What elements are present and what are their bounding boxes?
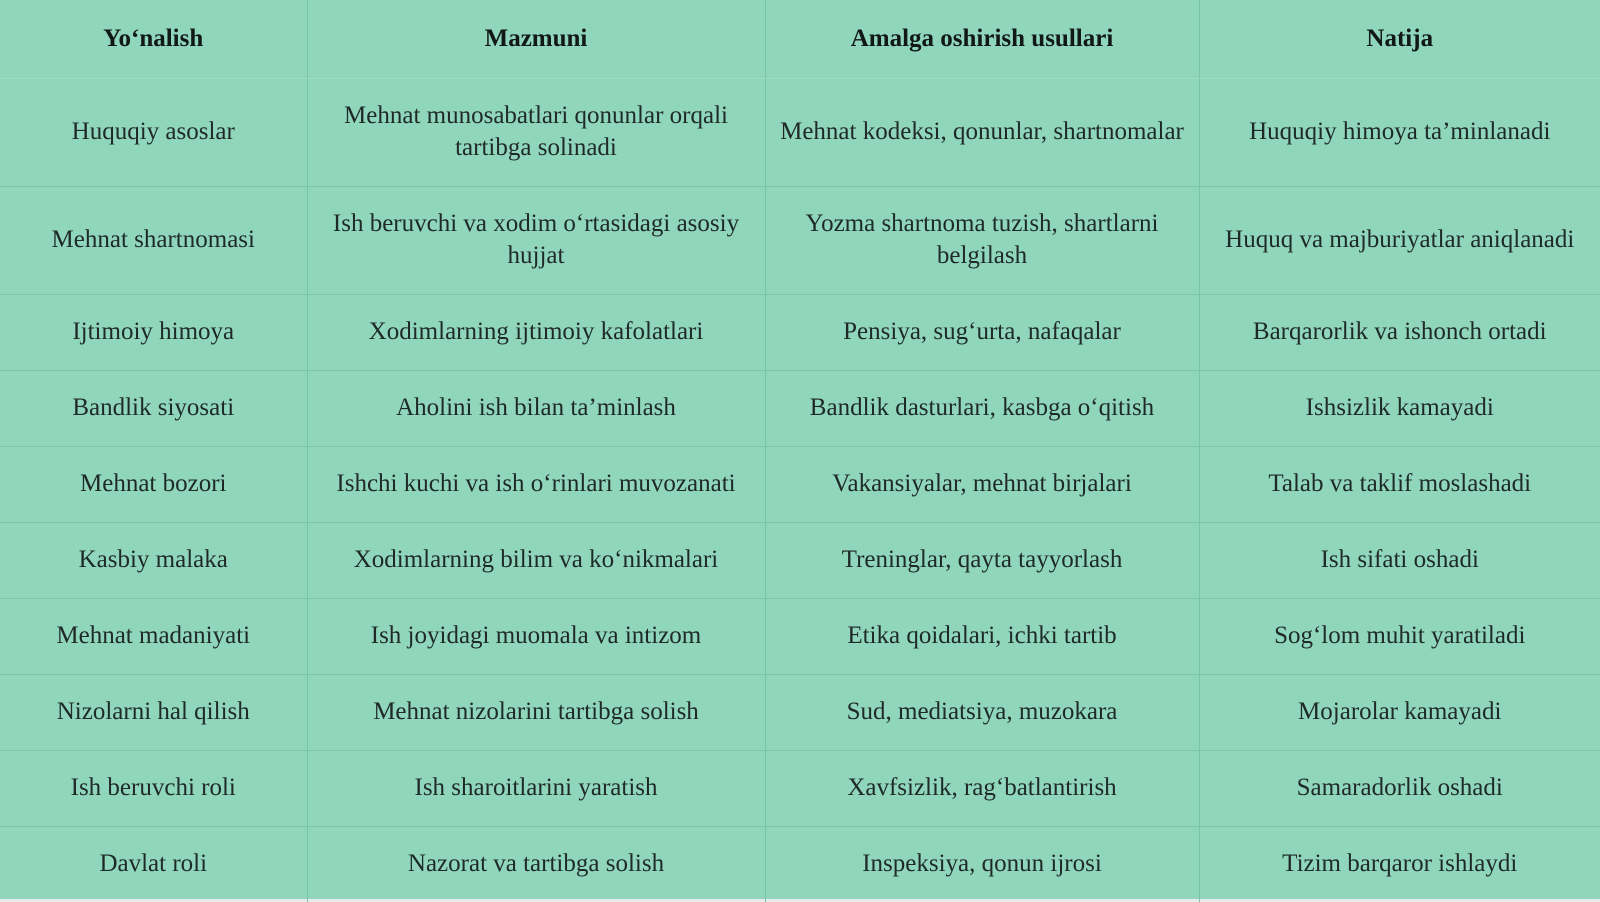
table-cell: Nizolarni hal qilish (0, 674, 307, 750)
table-cell: Mehnat nizolarini tartibga solish (307, 674, 765, 750)
table-row (0, 446, 1600, 522)
table-cell: Ish beruvchi roli (0, 750, 307, 826)
table-row (0, 370, 1600, 446)
table-row (0, 826, 1600, 902)
table-row (0, 750, 1600, 826)
table-row (0, 186, 1600, 294)
table-cell: Nazorat va tartibga solish (307, 826, 765, 902)
table-cell: Ishchi kuchi va ish o‘rinlari muvozanati (307, 446, 765, 522)
table-cell: Vakansiyalar, mehnat birjalari (765, 446, 1199, 522)
table-cell: Pensiya, sug‘urta, nafaqalar (765, 294, 1199, 370)
table-cell: Mehnat munosabatlari qonunlar orqali tartibga solinadi (307, 78, 765, 186)
table-cell: Mehnat madaniyati (0, 598, 307, 674)
table-cell: Talab va taklif moslashadi (1199, 446, 1600, 522)
table-row (0, 674, 1600, 750)
table-cell: Aholini ish bilan ta’minlash (307, 370, 765, 446)
header-methods: Amalga oshirish usullari (765, 0, 1199, 78)
table-cell: Kasbiy malaka (0, 522, 307, 598)
table-row (0, 522, 1600, 598)
table-cell: Mehnat bozori (0, 446, 307, 522)
table-cell: Bandlik siyosati (0, 370, 307, 446)
table-row (0, 598, 1600, 674)
table-cell: Xodimlarning bilim va ko‘nikmalari (307, 522, 765, 598)
table-cell: Ijtimoiy himoya (0, 294, 307, 370)
header-content: Mazmuni (307, 0, 765, 78)
table-cell: Ish joyidagi muomala va intizom (307, 598, 765, 674)
table-cell: Etika qoidalari, ichki tartib (765, 598, 1199, 674)
table-cell: Mehnat kodeksi, qonunlar, shartnomalar (765, 78, 1199, 186)
table-cell: Ish sharoitlarini yaratish (307, 750, 765, 826)
table-header (0, 0, 1600, 78)
table-cell: Treninglar, qayta tayyorlash (765, 522, 1199, 598)
table-cell: Tizim barqaror ishlaydi (1199, 826, 1600, 902)
table-cell: Samaradorlik oshadi (1199, 750, 1600, 826)
table-cell: Huquqiy asoslar (0, 78, 307, 186)
table-cell: Ishsizlik kamayadi (1199, 370, 1600, 446)
table-cell: Barqarorlik va ishonch ortadi (1199, 294, 1600, 370)
header-result: Natija (1199, 0, 1600, 78)
header-direction: Yo‘nalish (0, 0, 307, 78)
table-cell: Bandlik dasturlari, kasbga o‘qitish (765, 370, 1199, 446)
table-cell: Xodimlarning ijtimoiy kafolatlari (307, 294, 765, 370)
table-cell: Yozma shartnoma tuzish, shartlarni belgilash (765, 186, 1199, 294)
table-cell: Sog‘lom muhit yaratiladi (1199, 598, 1600, 674)
table-body (0, 78, 1600, 902)
table-cell: Ish beruvchi va xodim o‘rtasidagi asosiy hujjat (307, 186, 765, 294)
table-row (0, 294, 1600, 370)
table-row (0, 78, 1600, 186)
table-cell: Mehnat shartnomasi (0, 186, 307, 294)
table-cell: Davlat roli (0, 826, 307, 902)
table-cell: Xavfsizlik, rag‘batlantirish (765, 750, 1199, 826)
table-cell: Inspeksiya, qonun ijrosi (765, 826, 1199, 902)
table-cell: Mojarolar kamayadi (1199, 674, 1600, 750)
header-row (0, 0, 1600, 78)
table-cell: Sud, mediatsiya, muzokara (765, 674, 1199, 750)
table-cell: Huquqiy himoya ta’minlanadi (1199, 78, 1600, 186)
table-cell: Huquq va majburiyatlar aniqlanadi (1199, 186, 1600, 294)
table-cell: Ish sifati oshadi (1199, 522, 1600, 598)
